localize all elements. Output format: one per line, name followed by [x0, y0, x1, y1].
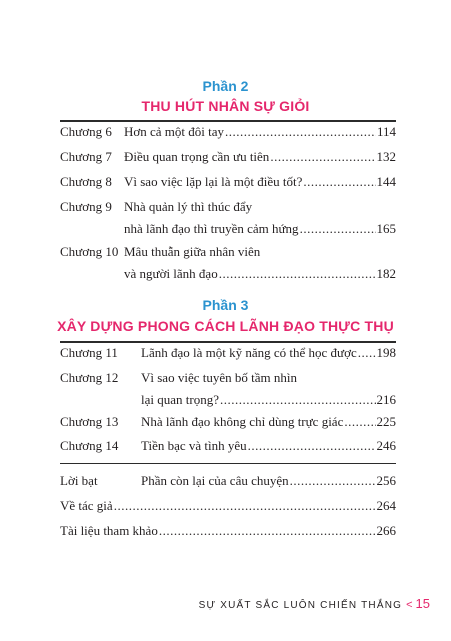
chapter-label: Chương 6 — [60, 124, 112, 139]
page-number: 165 — [376, 221, 396, 236]
arrow-left-icon: < — [406, 599, 413, 611]
chapter-title: Hơn cả một đôi tay — [124, 124, 225, 139]
folio-page-number: 15 — [415, 596, 430, 611]
dot-leader — [225, 121, 376, 143]
chapter-label: Chương 10 — [60, 244, 119, 259]
page-number: 182 — [376, 266, 396, 281]
chapter-title-line-1: Mâu thuẫn giữa nhân viên — [124, 244, 261, 259]
section-label: Về tác giả — [60, 498, 113, 513]
toc-entry-about-author[interactable] — [60, 495, 396, 517]
page-footer — [0, 596, 430, 611]
toc-entry-chapter-7[interactable] — [60, 146, 396, 168]
dot-leader — [159, 520, 376, 542]
chapter-title-line-2: và người lãnh đạo — [124, 266, 218, 281]
dot-leader — [220, 389, 376, 411]
chapter-title: Lãnh đạo là một kỹ năng có thể học được — [141, 345, 357, 360]
part-2-title: THU HÚT NHÂN SỰ GIỎI — [141, 98, 310, 114]
page-number: 114 — [376, 124, 396, 139]
chapter-title-line-2: nhà lãnh đạo thì truyền cảm hứng — [124, 221, 299, 236]
chapter-title: Nhà lãnh đạo không chỉ dùng trực giác — [141, 414, 344, 429]
toc-entry-chapter-6[interactable] — [60, 121, 396, 143]
chapter-title-line-2: lại quan trọng? — [141, 392, 219, 407]
dot-leader — [248, 435, 376, 457]
dot-leader — [344, 411, 375, 433]
toc-entry-afterword[interactable] — [60, 470, 396, 492]
toc-entry-chapter-11[interactable] — [60, 342, 396, 364]
chapter-label: Chương 12 — [60, 370, 119, 385]
section-label: Lời bạt — [60, 473, 98, 488]
dot-leader — [290, 470, 376, 492]
section-label: Tài liệu tham khảo — [60, 523, 158, 538]
page-number: 266 — [376, 523, 396, 538]
section-title: Phần còn lại của câu chuyện — [141, 473, 289, 488]
part-2-label: Phần 2 — [202, 78, 249, 94]
toc-entry-chapter-12[interactable] — [60, 367, 396, 411]
page-number: 246 — [376, 438, 396, 453]
toc-entry-chapter-9[interactable] — [60, 196, 396, 240]
chapter-title-line-1: Vì sao việc tuyên bố tầm nhìn — [141, 370, 297, 385]
toc-entry-chapter-8[interactable] — [60, 171, 396, 193]
chapter-label: Chương 7 — [60, 149, 112, 164]
page-number: 144 — [376, 174, 396, 189]
chapter-label: Chương 11 — [60, 345, 118, 360]
chapter-title-line-1: Nhà quản lý thì thúc đẩy — [124, 199, 253, 214]
dot-leader — [303, 171, 375, 193]
toc-entry-chapter-13[interactable] — [60, 411, 396, 433]
toc-entry-chapter-10[interactable] — [60, 241, 396, 285]
dot-leader — [114, 495, 376, 517]
dot-leader — [219, 263, 376, 285]
chapter-title: Tiền bạc và tình yêu — [141, 438, 247, 453]
page-number: 132 — [376, 149, 396, 164]
chapter-title: Điều quan trọng cần ưu tiên — [124, 149, 270, 164]
page-number: 198 — [376, 345, 396, 360]
chapter-label: Chương 13 — [60, 414, 119, 429]
chapter-label: Chương 14 — [60, 438, 119, 453]
toc-entry-references[interactable] — [60, 520, 396, 542]
page-number: 256 — [376, 473, 396, 488]
dot-leader — [270, 146, 375, 168]
toc-entry-chapter-14[interactable] — [60, 435, 396, 457]
backmatter-divider — [60, 463, 396, 464]
page-number: 216 — [376, 392, 396, 407]
part-3-title: XÂY DỰNG PHONG CÁCH LÃNH ĐẠO THỰC THỤ — [57, 318, 394, 334]
dot-leader — [300, 218, 376, 240]
page-number: 225 — [376, 414, 396, 429]
part-3-label: Phần 3 — [202, 297, 249, 313]
running-book-title: SỰ XUẤT SẮC LUÔN CHIẾN THẮNG — [198, 600, 403, 611]
page-number: 264 — [376, 498, 396, 513]
chapter-label: Chương 9 — [60, 199, 112, 214]
chapter-label: Chương 8 — [60, 174, 112, 189]
dot-leader — [358, 342, 376, 364]
chapter-title: Vì sao việc lặp lại là một điều tốt? — [124, 174, 303, 189]
